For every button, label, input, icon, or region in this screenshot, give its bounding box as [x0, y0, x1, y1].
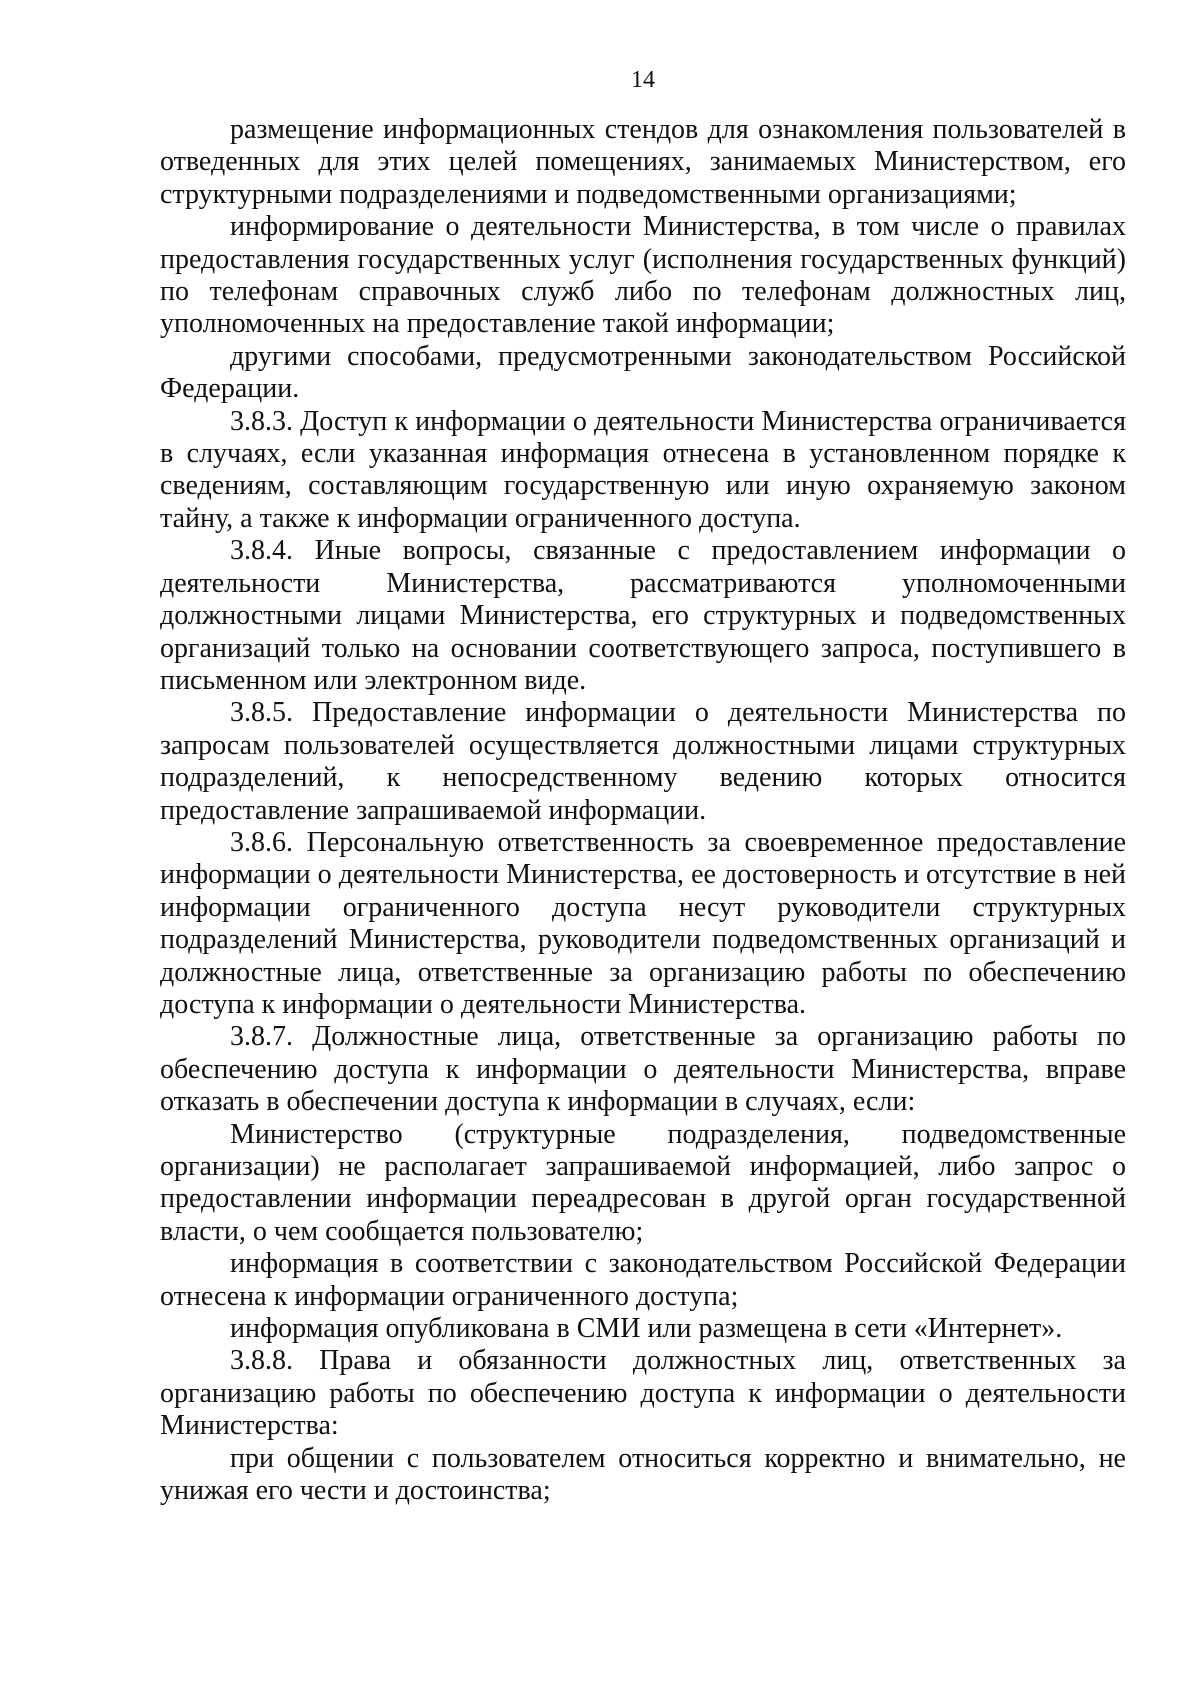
paragraph-communication-with-user: при общении с пользователем относиться корректно и внимательно, не унижая его чести и достоинства;: [160, 1442, 1126, 1507]
page-number: 14: [631, 67, 655, 93]
paragraph-3-8-3: 3.8.3. Доступ к информации о деятельности Министерства ограничивается в случаях, если указанная информация отнесена в установленном порядке к сведениям, составляющим государственную или иную охраняемую законом тайну, а также к информации ограниченного доступа.: [160, 405, 1126, 534]
paragraph-informing-by-phone: информирование о деятельности Министерства, в том числе о правилах предоставления государственных услуг (исполнения государственных функций) по телефонам справочных служб либо по телефонам должностных лиц, уполномоченных на предоставление такой информации;: [160, 211, 1126, 340]
paragraph-3-8-4: 3.8.4. Иные вопросы, связанные с предоставлением информации о деятельности Министерства, рассматриваются уполномоченными должностными лицами Министерства, его структурных и подведомственных организаций только на основании соответствующего запроса, поступившего в письменном или электронном виде.: [160, 535, 1126, 696]
paragraph-3-8-8: 3.8.8. Права и обязанности должностных лиц, ответственных за организацию работы по обеспечению доступа к информации о деятельности Министерства:: [160, 1345, 1126, 1442]
paragraph-no-information: Министерство (структурные подразделения, подведомственные организации) не располагает запрашиваемой информацией, либо запрос о предоставлении информации переадресован в другой орган государственной власти, о чем сообщается пользователю;: [160, 1118, 1126, 1247]
document-page: [160, 60, 1126, 1507]
paragraph-published-in-media: информация опубликована в СМИ или размещена в сети «Интернет».: [230, 1313, 1063, 1345]
paragraph-3-8-7: 3.8.7. Должностные лица, ответственные за организацию работы по обеспечению доступа к информации о деятельности Министерства, вправе отказать в обеспечении доступа к информации в случаях, если:: [160, 1021, 1126, 1118]
paragraph-3-8-5: 3.8.5. Предоставление информации о деятельности Министерства по запросам пользователей осуществляется должностными лицами структурных подразделений, к непосредственному ведению которых относится предоставление запрашиваемой информации.: [160, 697, 1126, 826]
paragraph-3-8-6: 3.8.6. Персональную ответственность за своевременное предоставление информации о деятельности Министерства, ее достоверность и отсутствие в ней информации ограниченного доступа несут руководители структурных подразделений Министерства, руководители подведомственных организаций и должностные лица, ответственные за организацию работы по обеспечению доступа к информации о деятельности Министерства.: [160, 826, 1126, 1020]
paragraph-other-methods: другими способами, предусмотренными законодательством Российской Федерации.: [160, 340, 1126, 405]
paragraph-restricted-access: информация в соответствии с законодательством Российской Федерации отнесена к информации ограниченного доступа;: [160, 1248, 1126, 1312]
paragraph-info-stands: размещение информационных стендов для ознакомления пользователей в отведенных для этих целей помещениях, занимаемых Министерством, его структурными подразделениями и подведомственными организациями;: [160, 114, 1126, 210]
